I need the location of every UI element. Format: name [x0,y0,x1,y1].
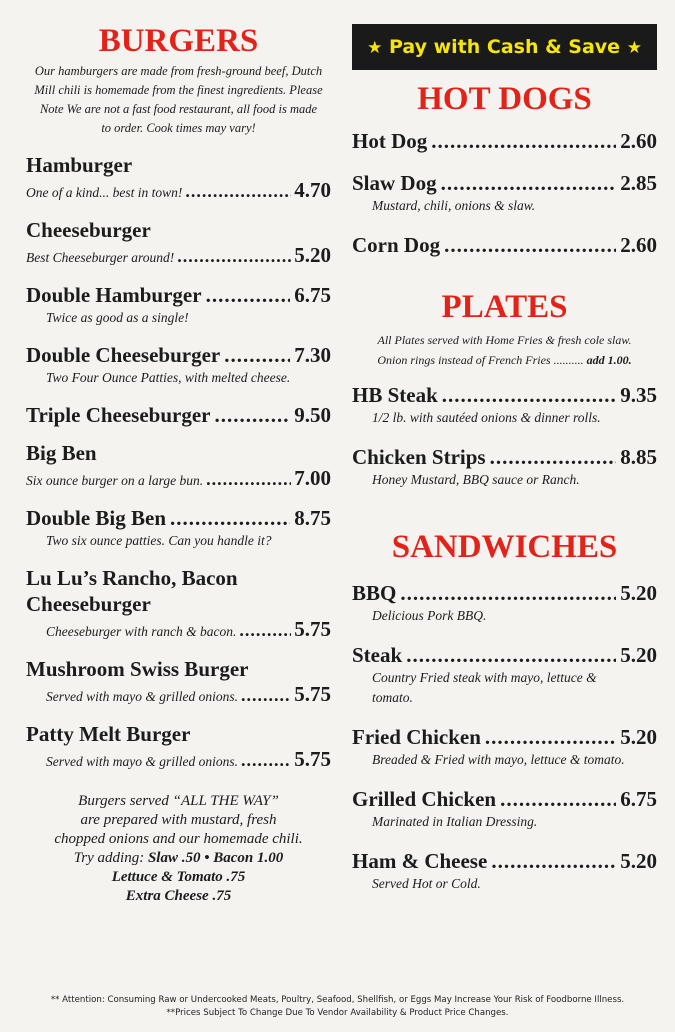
menu-item-double-cheeseburger [26,342,331,388]
item-row [352,444,657,470]
item-price: 5.20 [620,849,657,873]
menu-item-cheeseburger [26,217,331,268]
leader-dots [215,402,291,428]
item-price: 5.75 [294,747,331,771]
item-price: 5.20 [620,581,657,605]
item-price: 2.85 [620,171,657,195]
item-price: 6.75 [294,283,331,307]
leader-dots [170,505,290,531]
all-the-way-line [26,868,331,887]
leader-dots [241,750,291,771]
item-price: 7.00 [294,466,331,490]
item-desc: Honey Mustard, BBQ sauce or Ranch. [372,472,580,487]
plates-note-line: All Plates served with Home Fries & fresh cole slaw. [377,333,632,347]
item-row [352,170,657,196]
all-the-way-note [26,792,331,906]
item-name: BBQ [352,581,397,605]
item-name: Lu Lu’s Rancho, Bacon [26,566,238,590]
item-desc: Served with mayo & grilled onions. [46,689,238,704]
item-price: 8.85 [620,445,657,469]
item-row [26,342,331,368]
banner-text: Pay with Cash & Save [388,36,621,58]
item-name: Hamburger [26,153,133,177]
menu-item-fried-chicken [352,724,657,770]
menu-item-chicken-strips [352,444,657,490]
menu-item-lulus-rancho [26,565,331,642]
item-desc: Delicious Pork BBQ. [372,608,487,623]
item-desc-row [26,747,331,772]
menu-item-hb-steak [352,382,657,428]
item-row [352,382,657,408]
item-desc-row [26,243,331,268]
item-row [352,232,657,258]
menu-item-slaw-dog [352,170,657,216]
item-price: 5.20 [620,643,657,667]
all-the-way-line: Burgers served “ALL THE WAY” [78,793,279,809]
item-desc-row [26,466,331,491]
right-column [352,22,657,894]
item-desc-row [26,178,331,203]
item-price: 5.75 [294,682,331,706]
item-row [352,724,657,750]
menu-item-patty-melt-burger [26,721,331,772]
menu-item-steak [352,642,657,708]
item-name: Fried Chicken [352,725,481,749]
item-desc: Marinated in Italian Dressing. [372,814,538,829]
all-the-way-line [26,849,331,868]
item-desc: Best Cheeseburger around! [26,250,175,265]
item-name: Ham & Cheese [352,849,488,873]
menu-item-grilled-chicken [352,786,657,832]
leader-dots [239,620,291,641]
leader-dots [431,128,616,154]
onion-rings-price: add 1.00. [586,353,632,367]
item-row [26,402,331,428]
addon-lettuce-tomato: Lettuce & Tomato .75 [111,869,246,885]
item-price: 9.35 [620,383,657,407]
leader-dots [206,282,291,308]
item-row [352,642,657,668]
item-name: Cheeseburger [26,218,151,242]
item-name: Double Hamburger [26,283,202,307]
sandwiches-title: SANDWICHES [391,529,618,565]
item-name: Double Cheeseburger [26,343,221,367]
leader-dots [444,232,616,258]
item-desc: One of a kind... best in town! [26,185,183,200]
item-desc-row [26,617,331,642]
onion-rings-text: Onion rings instead of French Fries .......... [377,353,587,367]
item-desc: Six ounce burger on a large bun. [26,473,204,488]
item-name: Big Ben [26,441,97,465]
leader-dots [177,246,291,267]
leader-dots [441,170,617,196]
item-desc: Country Fried steak with mayo, lettuce & tomato. [372,670,597,705]
item-row [26,282,331,308]
menu-item-big-ben [26,440,331,491]
leader-dots [206,469,291,490]
item-row [352,848,657,874]
item-name-line2: Cheeseburger [26,592,151,616]
hot-dogs-title: HOT DOGS [417,81,592,117]
leader-dots [224,342,290,368]
leader-dots [485,724,616,750]
plates-title: PLATES [441,289,568,325]
menu-item-triple-cheeseburger [26,402,331,428]
menu-item-hot-dog [352,128,657,154]
item-name: HB Steak [352,383,438,407]
food-safety-notice: ** Attention: Consuming Raw or Undercooked Meats, Poultry, Seafood, Shellfish, or Eggs May Increase Your Risk of Foodborne Illness. [50,995,625,1005]
item-desc: Twice as good as a single! [46,310,189,325]
item-price: 8.75 [294,506,331,530]
item-desc: Two six ounce patties. Can you handle it? [46,533,272,548]
leader-dots [400,580,616,606]
menu-item-corn-dog [352,232,657,258]
item-row [352,786,657,812]
leader-dots [442,382,616,408]
item-desc: Served Hot or Cold. [372,876,481,891]
item-name: Grilled Chicken [352,787,497,811]
leader-dots [406,642,616,668]
item-name: Double Big Ben [26,506,167,530]
item-row [352,580,657,606]
pay-cash-banner [352,24,657,70]
item-name: Mushroom Swiss Burger [26,657,249,681]
all-the-way-line: chopped onions and our homemade chili. [54,831,303,847]
all-the-way-line [26,887,331,906]
burgers-intro: Our hamburgers are made from fresh-ground beef, Dutch Mill chili is homemade from the finest ingredients. Please Note We are not a fast food restaurant, all food is made to order. Cook times may vary! [34,64,323,135]
item-name: Steak [352,643,403,667]
item-price: 5.20 [294,243,331,267]
item-desc: Served with mayo & grilled onions. [46,754,238,769]
item-row [352,128,657,154]
item-name: Corn Dog [352,233,441,257]
burgers-section [26,22,331,906]
item-name: Patty Melt Burger [26,722,191,746]
menu-item-double-hamburger [26,282,331,328]
item-name: Triple Cheeseburger [26,403,211,427]
item-desc: Two Four Ounce Patties, with melted cheese. [46,370,291,385]
star-icon: ★ [367,38,383,58]
item-desc: Mustard, chili, onions & slaw. [372,198,536,213]
item-price: 7.30 [294,343,331,367]
all-the-way-line: are prepared with mustard, fresh [80,812,277,828]
star-icon: ★ [626,38,642,58]
addon-prices: Slaw .50 • Bacon 1.00 [147,850,284,866]
item-desc-row [26,682,331,707]
item-price: 9.50 [294,403,331,427]
item-name: Slaw Dog [352,171,437,195]
item-desc: Cheeseburger with ranch & bacon. [46,624,237,639]
plates-note [352,330,657,370]
item-price: 2.60 [620,129,657,153]
footer-disclaimer [0,994,675,1020]
plates-note-line [352,350,657,370]
leader-dots [185,181,291,202]
menu-item-bbq [352,580,657,626]
item-price: 4.70 [294,178,331,202]
price-change-notice: **Prices Subject To Change Due To Vendor Availability & Product Price Changes. [166,1008,509,1018]
burgers-title: BURGERS [98,23,259,59]
menu-item-ham-cheese [352,848,657,894]
item-price: 6.75 [620,787,657,811]
leader-dots [491,848,616,874]
leader-dots [500,786,616,812]
menu-item-hamburger [26,152,331,203]
item-price: 5.75 [294,617,331,641]
try-adding-label: Try adding: [73,850,148,866]
item-name: Chicken Strips [352,445,486,469]
leader-dots [490,444,617,470]
item-desc: Breaded & Fried with mayo, lettuce & tomato. [372,752,625,767]
item-price: 2.60 [620,233,657,257]
item-name: Hot Dog [352,129,428,153]
leader-dots [241,685,291,706]
addon-extra-cheese: Extra Cheese .75 [125,888,232,904]
item-row [26,505,331,531]
item-desc: 1/2 lb. with sautéed onions & dinner rolls. [372,410,601,425]
item-price: 5.20 [620,725,657,749]
menu-item-double-big-ben [26,505,331,551]
menu-item-mushroom-swiss-burger [26,656,331,707]
